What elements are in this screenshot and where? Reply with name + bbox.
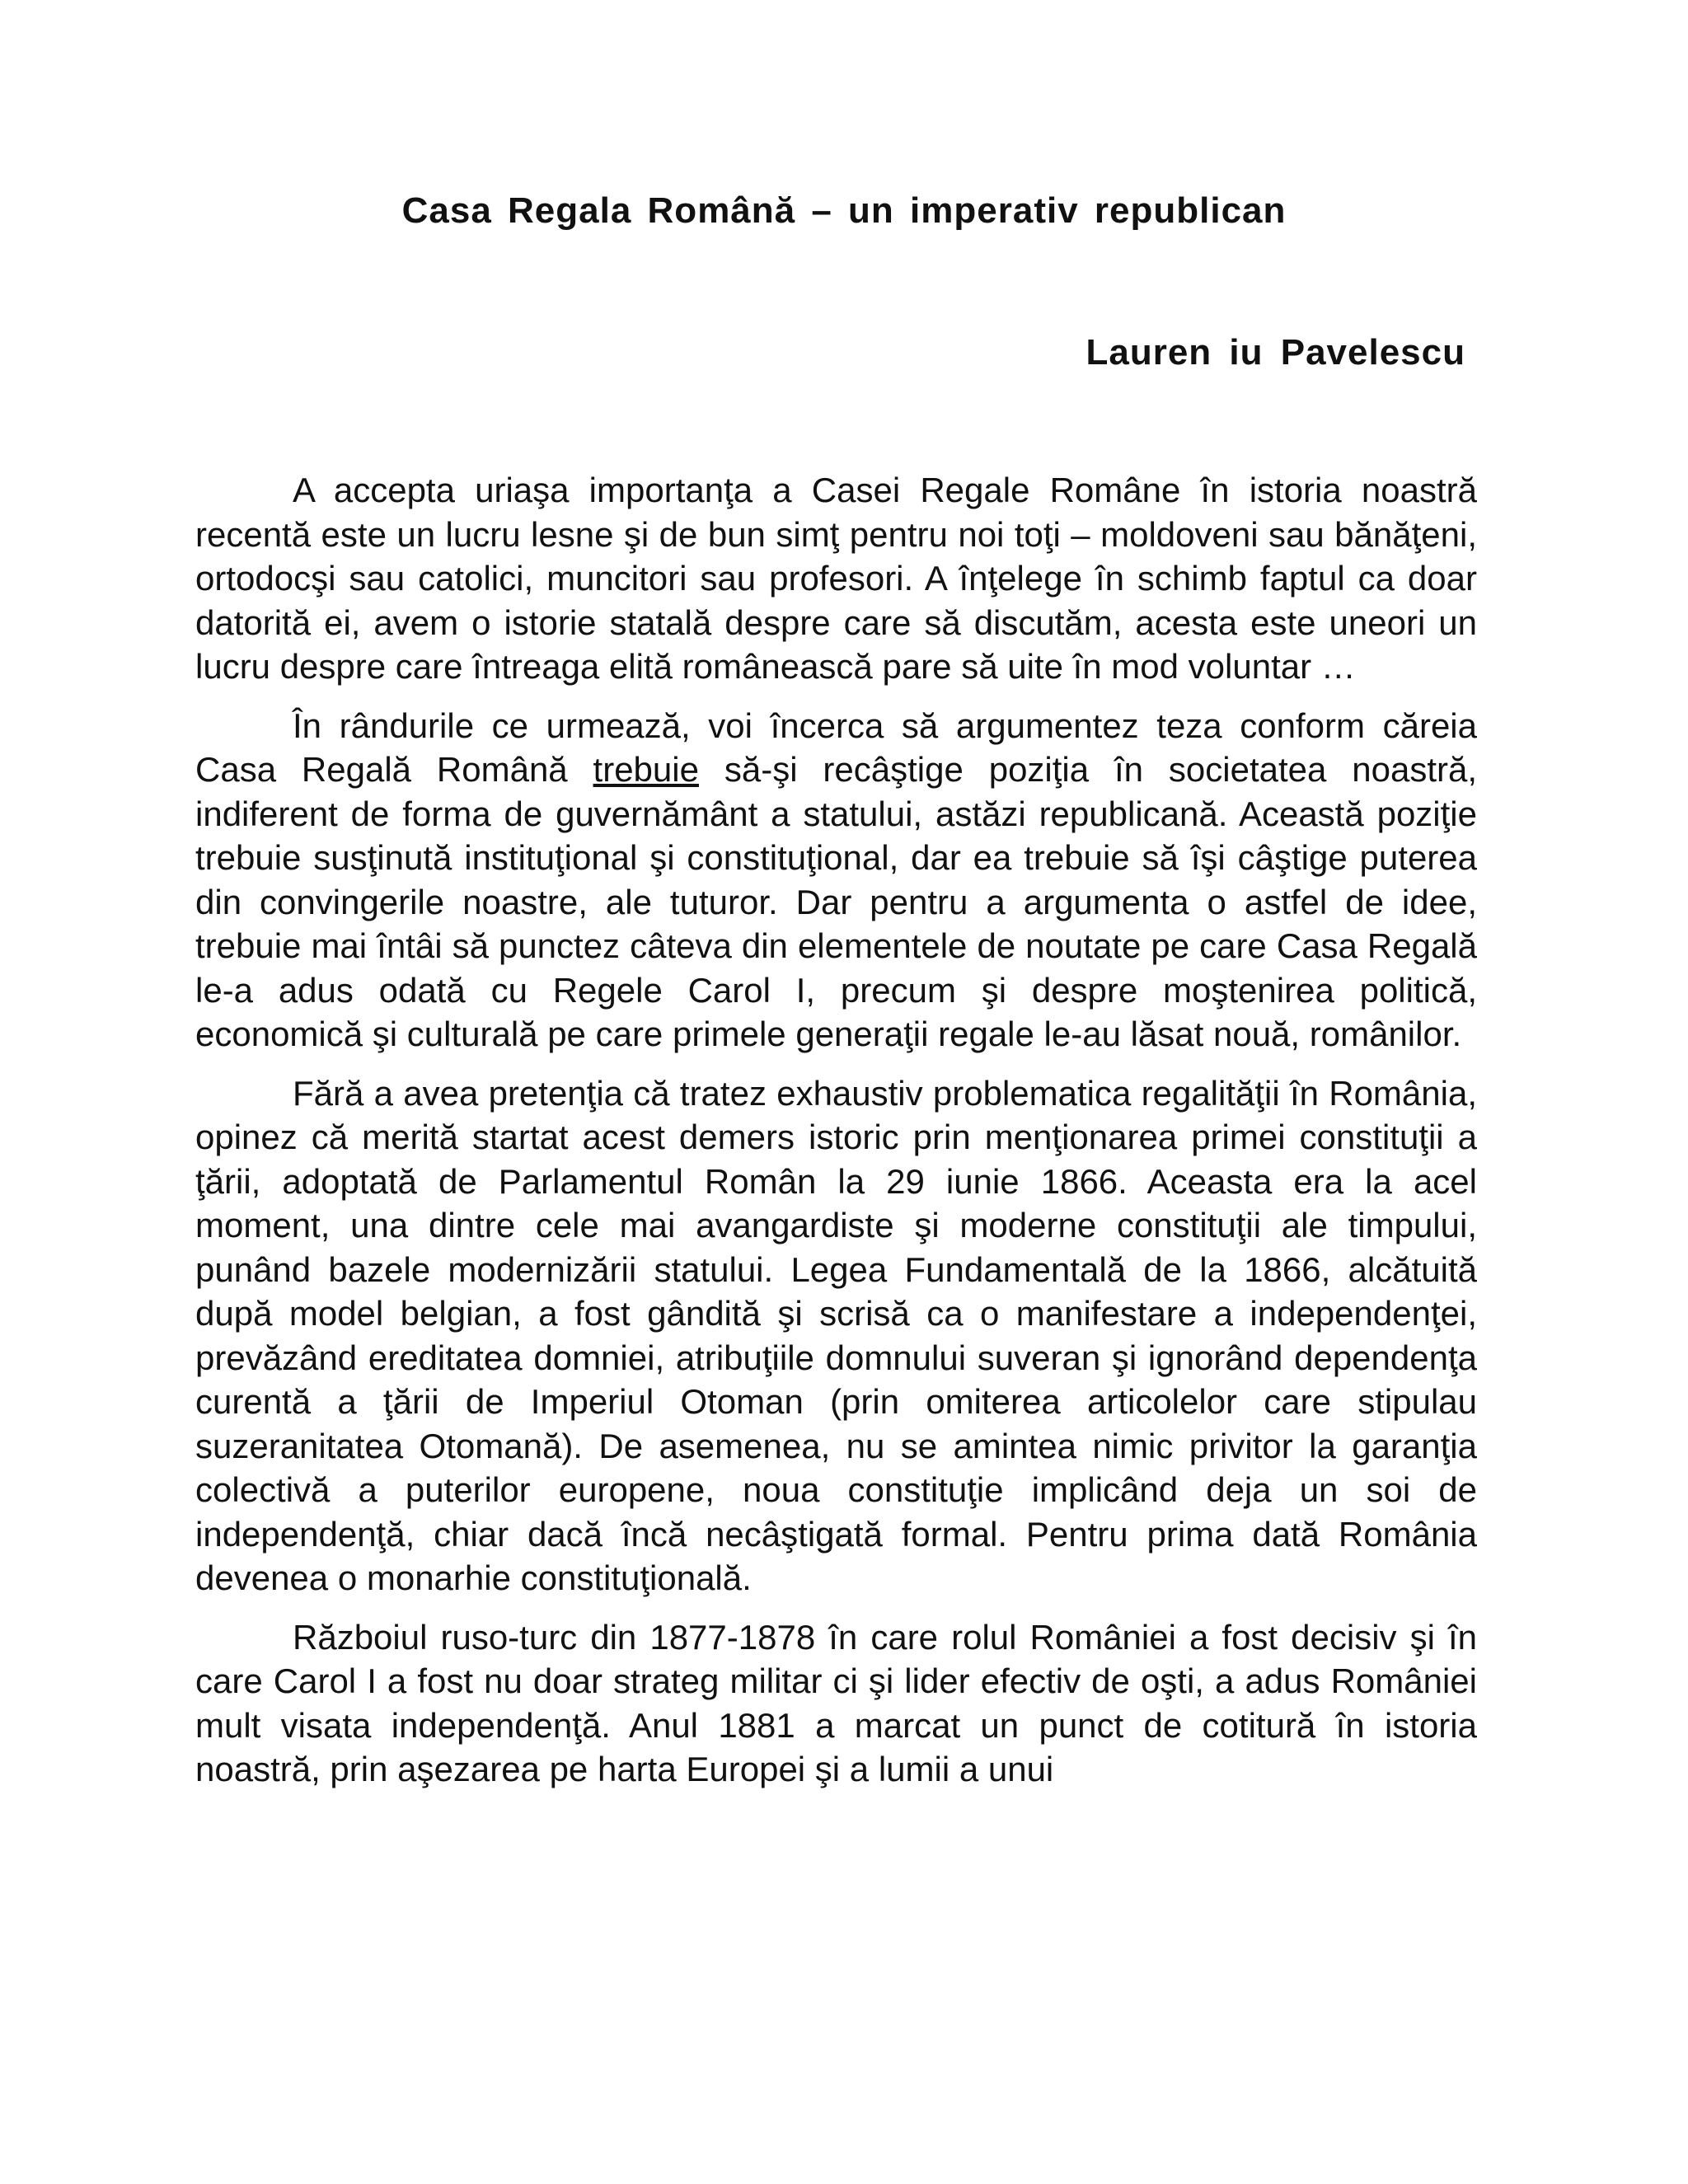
author-name: Lauren iu Pavelescu	[1085, 332, 1465, 373]
paragraph-1: A accepta uriaşa importanţa a Casei Regale Române în istoria noastră recentă este un lucru lesne şi de bun simţ pentru noi toţi – moldoveni sau bănăţeni, ortodocşi sau catolici, muncitori sau profesori. A înţelege în schimb faptul ca doar datorită ei, avem o istorie statală despre care să discutăm, acesta este uneori un lucru despre care întreaga elită românească pare să uite în mod voluntar …	[195, 471, 1477, 686]
document-body	[195, 468, 1477, 1792]
paragraph-3: Fără a avea pretenţia că tratez exhaustiv problematica regalităţii în România, opinez că merită startat acest demers istoric prin menţionarea primei constituţii a ţării, adoptată de Parlamentul Român la 29 iunie 1866. Aceasta era la acel moment, una dintre cele mai avangardiste şi moderne constituţii ale timpului, punând bazele modernizării statului. Legea Fundamentală de la 1866, alcătuită după model belgian, a fost gândită şi scrisă ca o manifestare a independenţei, prevăzând ereditatea domniei, atribuţiile domnului suveran şi ignorând dependenţa curentă a ţării de Imperiul Otoman (prin omiterea articolelor care stipulau suzeranitatea Otomană). De asemenea, nu se amintea nimic privitor la garanţia colectivă a puterilor europene, noua constituţie implicând deja un soi de independenţă, chiar dacă încă necâştigată formal. Pentru prima dată România devenea o monarhie constituţională.	[195, 1073, 1477, 1597]
paragraph-2-start: În rândurile ce urmează, voi încerca să argumentez teza conform căreia Casa Regală Română	[195, 705, 1477, 789]
underlined-word: trebuie	[593, 750, 699, 789]
document-title: Casa Regala Română – un imperativ republican	[401, 190, 1287, 231]
paragraph-2	[195, 704, 1477, 1057]
paragraph-4: Războiul ruso-turc din 1877-1878 în care rolul României a fost decisiv şi în care Carol I a fost nu doar strateg militar ci şi lider efectiv de oşti, a adus României mult visata independenţă. Anul 1881 a marcat un punct de cotitură în istoria noastră, prin aşezarea pe harta Europei şi a lumii a unui	[195, 1617, 1477, 1788]
paragraph-2-end: să-şi recâştige poziţia în societatea noastră, indiferent de forma de guvernământ a statului, astăzi republicană. Această poziţie trebuie susţinută instituţional şi constituţional, dar ea trebuie să îşi câştige puterea din convingerile noastre, ale tuturor. Dar pentru a argumenta o astfel de idee, trebuie mai întâi să punctez câteva din elementele de noutate pe care Casa Regală le-a adus odată cu Regele Carol I, precum şi despre moştenirea politică, economică şi culturală pe care primele generaţii regale le-au lăsat nouă, românilor.	[195, 750, 1478, 1053]
